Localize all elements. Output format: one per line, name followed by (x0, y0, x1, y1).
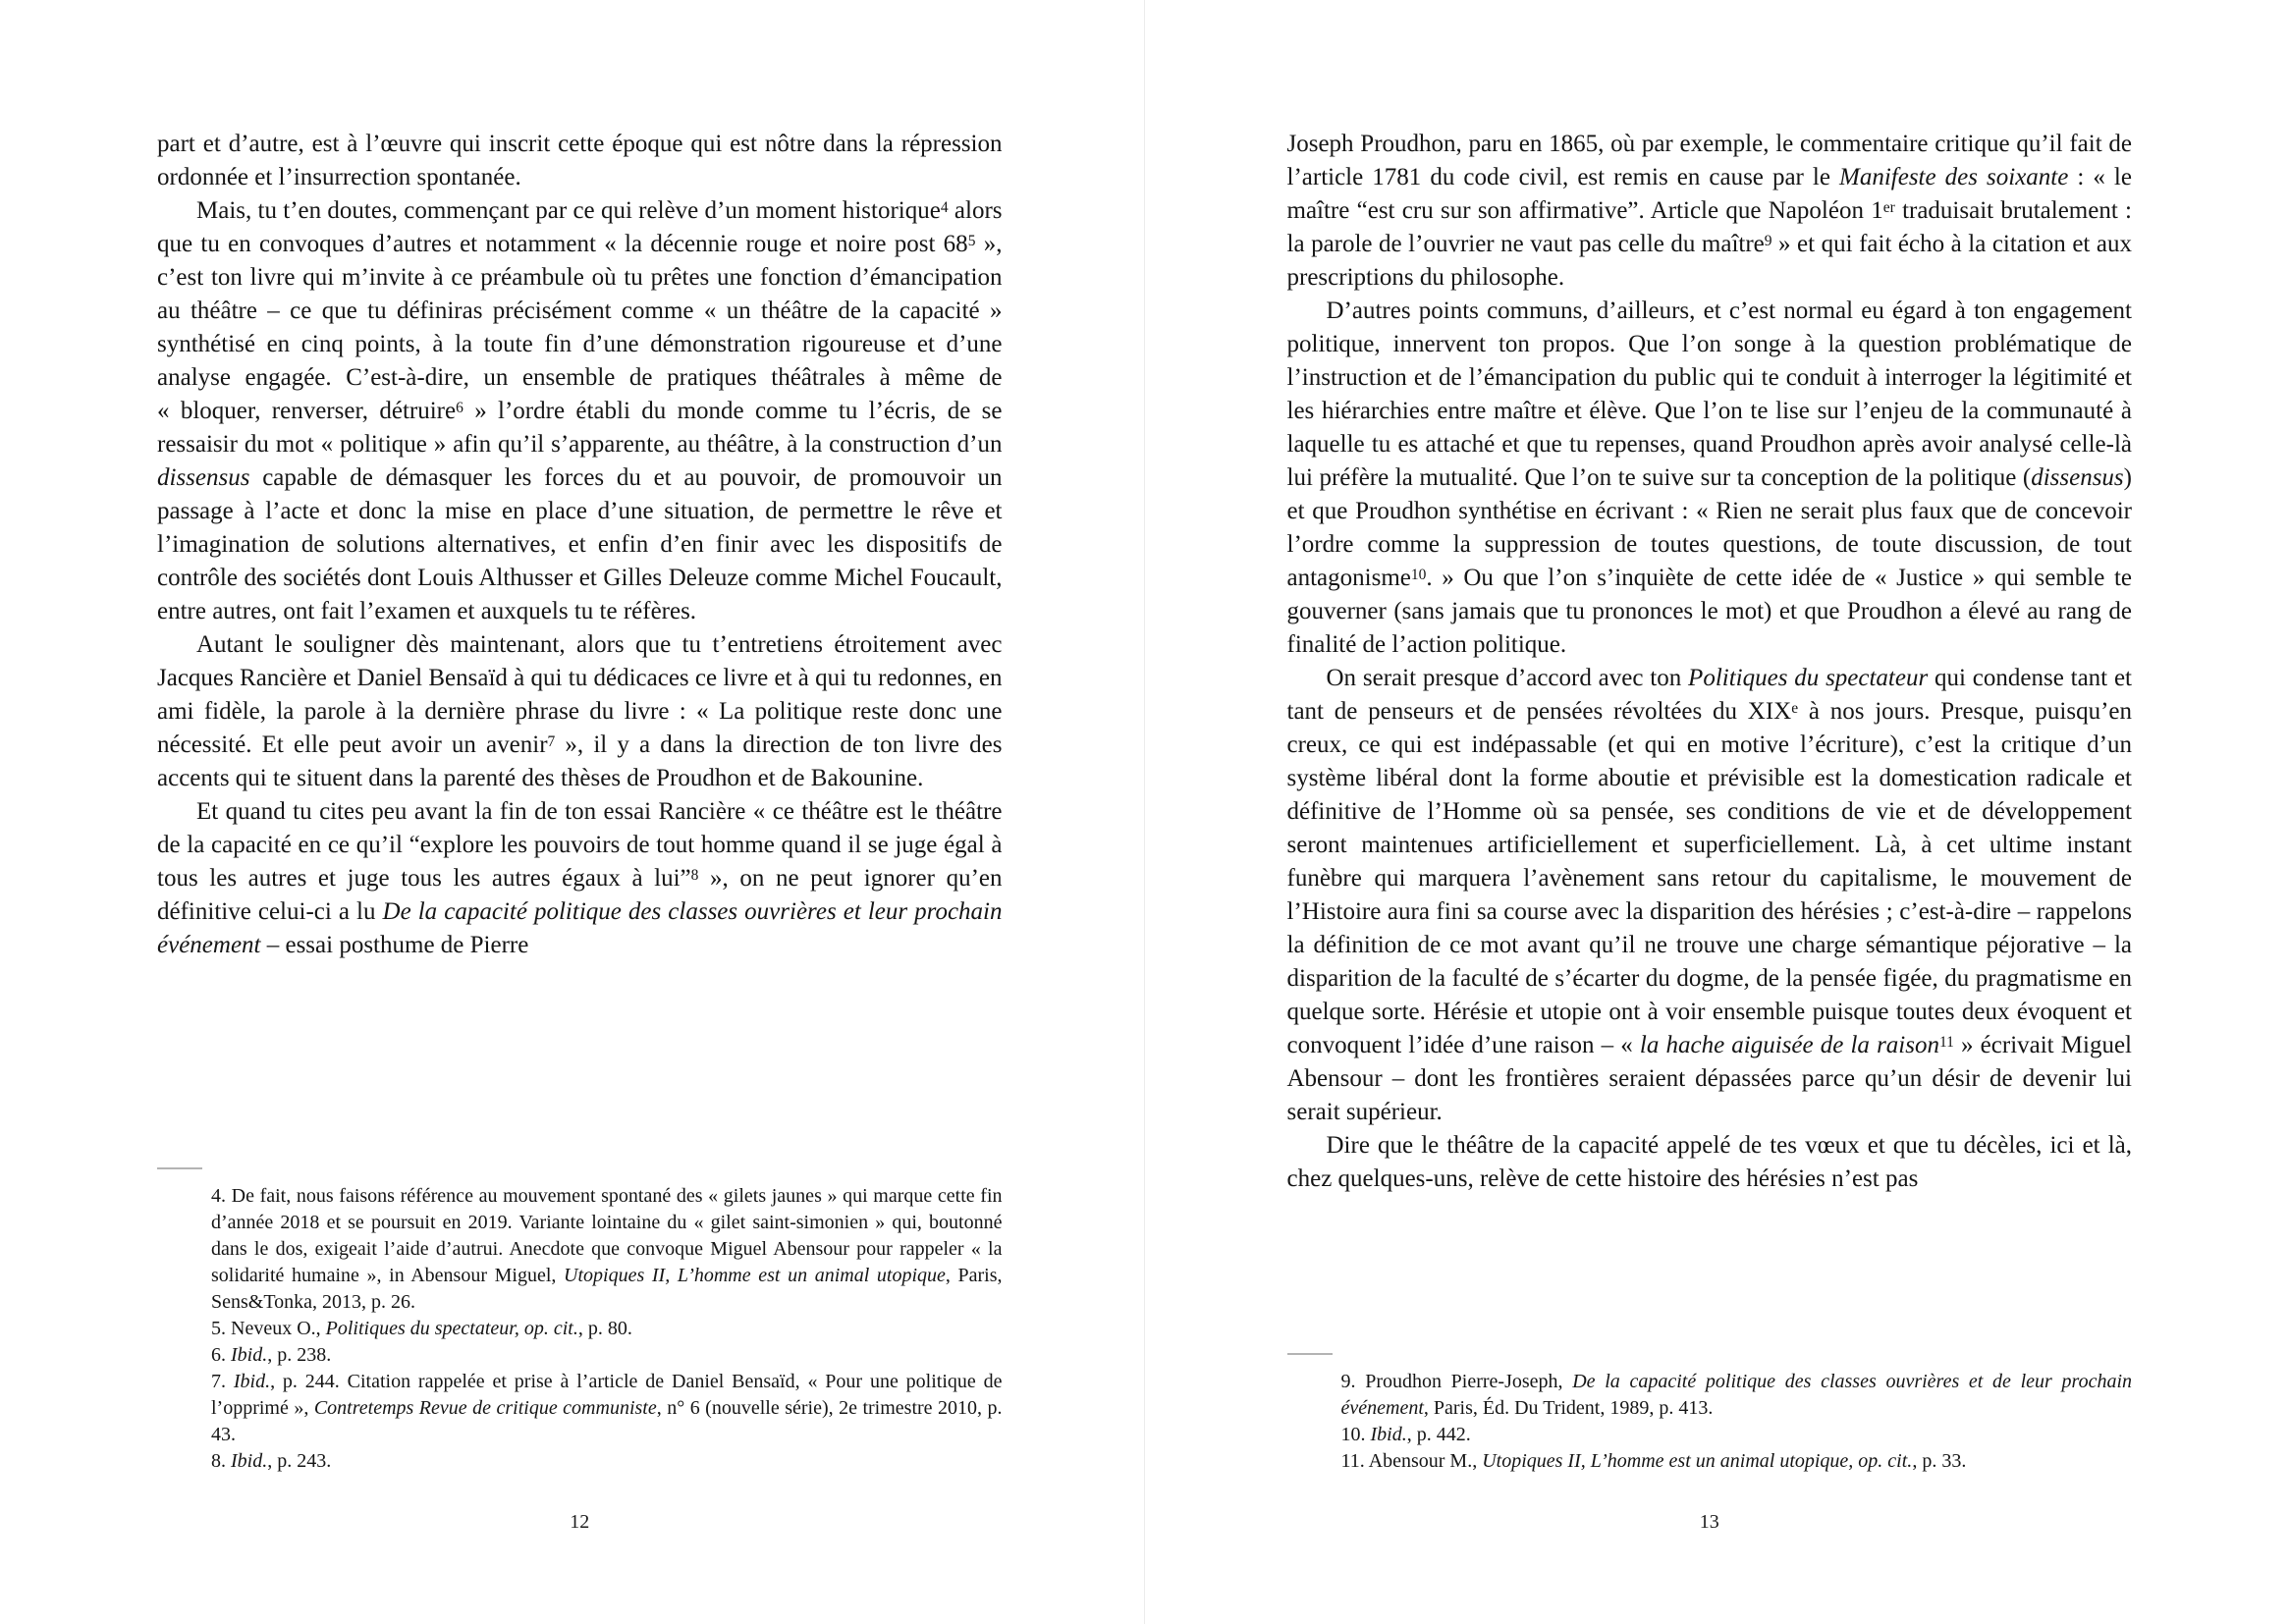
text-run: Autant le souligner dès maintenant, alors que tu t’entretiens étroitement avec Jacques Rancière et Daniel Bensaïd à qui tu dédicaces ce livre et à qui tu redonnes, en ami fidèle, la parole à la dernière phrase du livre : « La politique reste donc une nécessité. Et elle peut avoir un avenir (157, 631, 1003, 758)
footnote-reference: 11 (1938, 1033, 1954, 1051)
text-run: » et qui fait écho à la citation et aux prescriptions du philosophe. (1286, 231, 2132, 291)
footnote-reference: 9 (1764, 232, 1772, 249)
text-run: 7. (211, 1371, 234, 1392)
text-run: D’autres points communs, d’ailleurs, et c’est normal eu égard à ton engagement politique, innervent ton propos. Que l’on songe à la question problématique de l’instruction et de l’émancipation du public qui te conduit à interroger la légitimité et les hiérarchies entre maître et élève. Que l’on te lise sur l’enjeu de la communauté à laquelle tu es attaché et que tu repenses, quand Proudhon après avoir analysé celle-là lui préfère la mutualité. Que l’on te suive sur ta conception de la politique ( (1286, 298, 2132, 491)
paragraph (1287, 128, 2133, 295)
italic-run: Politiques du spectateur (1688, 665, 1929, 691)
text-run: part et d’autre, est à l’œuvre qui inscrit cette époque qui est nôtre dans la répression ordonnée et l’insurrection spontanée. (157, 131, 1003, 190)
text-run: Et quand tu cites peu avant la fin de ton essai Rancière « ce théâtre est le théâtre de la capacité en ce qu’il “explore les pouvoirs de tout homme quand il se juge égal à tous les autres et juge tous les autres égaux à lui” (157, 798, 1003, 892)
text-run: – essai posthume de Pierre (260, 932, 529, 958)
footnote-reference: 8 (690, 866, 699, 884)
footnote-reference: e (1791, 699, 1799, 717)
footnotes-list (1287, 1369, 2133, 1475)
paragraph (1287, 662, 2133, 1129)
footnote-reference: 5 (967, 232, 976, 249)
italic-run: De la capacité politique des classes ouvrières et de leur prochain événement (1340, 1371, 2133, 1419)
italic-run: dissensus (157, 464, 250, 491)
text-run: , p. 238. (267, 1344, 332, 1366)
footnote (1341, 1448, 2133, 1475)
page-right (1145, 0, 2289, 1624)
footnotes-list (157, 1183, 1003, 1475)
footnote (211, 1448, 1003, 1475)
paragraph (1287, 295, 2133, 662)
text-run: , p. 442. (1406, 1424, 1471, 1445)
footnote-separator (157, 1167, 202, 1169)
text-run: qui condense tant et tant de penseurs et de pensées révoltées du XIX (1286, 665, 2132, 725)
paragraph (157, 194, 1003, 628)
footnote-reference: er (1882, 198, 1895, 216)
text-run: 10. (1340, 1424, 1371, 1445)
text-run: 4. De fait, nous faisons référence au mouvement spontané des « gilets jaunes » qui marque cette fin d’année 2018 et se poursuit en 2019. Variante lointaine du « gilet saint-simonien » qui, boutonné dans le dos, exigeait l’aide d’autrui. Anecdote que convoque Miguel Abensour pour rappeler « la solidarité humaine », in Abensour Miguel, (211, 1185, 1003, 1286)
footnotes-section (1287, 1353, 2133, 1475)
footnote (211, 1369, 1003, 1448)
footnote (211, 1183, 1003, 1316)
text-run: ) et que Proudhon synthétise en écrivant : « Rien ne serait plus faux que de concevoir l’ordre comme la suppression de toutes questions, de toute discussion, de tout antagonisme (1286, 464, 2132, 591)
footnotes-section (157, 1167, 1003, 1475)
footnote (1341, 1422, 2133, 1448)
footnote-reference: 10 (1410, 566, 1427, 583)
text-run: 11. Abensour M., (1340, 1450, 1483, 1472)
text-run: , p. 244. Citation rappelée et prise à l’article de Daniel Bensaïd, « Pour une politique de l’opprimé », (211, 1371, 1003, 1419)
page-number: 12 (570, 1511, 590, 1533)
text-run: , p. 243. (267, 1450, 332, 1472)
paragraph (157, 628, 1003, 795)
footnote (211, 1316, 1003, 1342)
footnote-reference: 4 (940, 198, 949, 216)
text-run: , p. 33. (1912, 1450, 1967, 1472)
text-run: », c’est ton livre qui m’invite à ce préambule où tu prêtes une fonction d’émancipation au théâtre – ce que tu définiras précisément comme « un théâtre de la capacité » synthétisé en cinq points, à la toute fin d’une démonstration rigoureuse et d’une analyse engagée. C’est-à-dire, un ensemble de pratiques théâtrales à même de « bloquer, renverser, détruire (157, 231, 1003, 424)
italic-run: Manifeste des soixante (1839, 164, 2069, 190)
italic-run: Ibid. (231, 1344, 268, 1366)
text-run: traduisait brutalement : la parole de l’ouvrier ne vaut pas celle du maître (1286, 197, 2133, 257)
text-run: 9. Proudhon Pierre-Joseph, (1340, 1371, 1573, 1392)
text-run: Mais, tu t’en doutes, commençant par ce qui relève d’un moment historique (196, 197, 941, 224)
italic-run: la hache aiguisée de la raison (1639, 1032, 1939, 1058)
italic-run: Politiques du spectateur, op. cit. (325, 1318, 578, 1339)
text-run: , Paris, Éd. Du Trident, 1989, p. 413. (1423, 1397, 1714, 1419)
text-run: », il y a dans la direction de ton livre des accents qui te situent dans la parenté des thèses de Proudhon et de Bakounine. (157, 731, 1003, 791)
paragraph (1287, 1129, 2133, 1196)
italic-run: De la capacité politique des classes ouvrières et leur prochain événement (157, 898, 1003, 958)
footnote (1341, 1369, 2133, 1422)
page-number: 13 (1699, 1511, 1719, 1533)
italic-run: Ibid. (233, 1371, 271, 1392)
italic-run: Utopiques II, L’homme est un animal utopique, op. cit. (1482, 1450, 1913, 1472)
text-run: Joseph Proudhon, paru en 1865, où par exemple, le commentaire critique qu’il fait de l’article 1781 du code civil, est remis en cause par le (1286, 131, 2132, 190)
text-run: , Paris, Sens&Tonka, 2013, p. 26. (211, 1265, 1003, 1313)
text-run: » écrivait Miguel Abensour – dont les frontières seraient dépassées parce qu’un désir de devenir lui serait supérieur. (1286, 1032, 2132, 1125)
footnote (211, 1342, 1003, 1369)
italic-run: dissensus (2031, 464, 2124, 491)
text-run: 6. (211, 1344, 231, 1366)
italic-run: Ibid. (231, 1450, 268, 1472)
text-run: » l’ordre établi du monde comme tu l’écris, de se ressaisir du mot « politique » afin qu’il s’apparente, au théâtre, à la construction d’un (157, 398, 1003, 458)
text-run: , p. 80. (577, 1318, 632, 1339)
text-run: capable de démasquer les forces du et au pouvoir, de promouvoir un passage à l’acte et donc la mise en place d’une situation, de permettre le rêve et l’imagination de solutions alternatives, et enfin d’en finir avec les dispositifs de contrôle des sociétés dont Louis Althusser et Gilles Deleuze comme Michel Foucault, entre autres, ont fait l’examen et auxquels tu te réfères. (157, 464, 1003, 624)
footnote-separator (1287, 1353, 1333, 1355)
paragraph (157, 795, 1003, 962)
text-run: 5. Neveux O., (211, 1318, 326, 1339)
text-run: On serait presque d’accord avec ton (1326, 665, 1689, 691)
italic-run: Utopiques II, L’homme est un animal utopique (564, 1265, 946, 1286)
body-text (157, 128, 1003, 962)
footnote-reference: 7 (547, 732, 556, 750)
text-run: à nos jours. Presque, puisqu’en creux, ce qui est indépassable (et qui en motive l’écriture), c’est la critique d’un système libéral dont la forme aboutie et prévisible est la domestication radicale et définitive de l’Homme où sa pensée, ses conditions de vie et de développement seront maintenues artificiellement et superficiellement. Là, à cet ultime instant funèbre qui marquera l’avènement sans retour du capitalisme, le mouvement de l’Histoire aura fini sa course avec la disparition des hérésies ; c’est-à-dire – rappelons la définition de ce mot avant qu’il ne trouve une charge sémantique péjorative – la disparition de la faculté de s’écarter du dogme, de la pensée figée, du pragmatisme en quelque sorte. Hérésie et utopie ont à voir ensemble puisque toutes deux évoquent et convoquent l’idée d’une raison – « (1286, 698, 2132, 1058)
italic-run: Ibid. (1370, 1424, 1407, 1445)
text-run: 8. (211, 1450, 231, 1472)
text-run: », on ne peut ignorer qu’en définitive celui-ci a lu (157, 865, 1003, 925)
text-run: Dire que le théâtre de la capacité appelé de tes vœux et que tu décèles, ici et là, chez quelques-uns, relève de cette histoire des hérésies n’est pas (1286, 1132, 2132, 1192)
text-run: alors que tu en convoques d’autres et notamment « la décennie rouge et noire post 68 (157, 197, 1003, 257)
paragraph (157, 128, 1003, 194)
text-run: : « le maître “est cru sur son affirmative”. Article que Napoléon 1 (1286, 164, 2132, 224)
text-run: . » Ou que l’on s’inquiète de cette idée de « Justice » qui semble te gouverner (sans jamais que tu prononces le mot) et que Proudhon a élevé au rang de finalité de l’action politique. (1286, 565, 2132, 658)
italic-run: Contretemps Revue de critique communiste (313, 1397, 657, 1419)
text-run: , n° 6 (nouvelle série), 2e trimestre 2010, p. 43. (211, 1397, 1003, 1445)
body-text (1287, 128, 2133, 1196)
footnote-reference: 6 (456, 399, 463, 416)
